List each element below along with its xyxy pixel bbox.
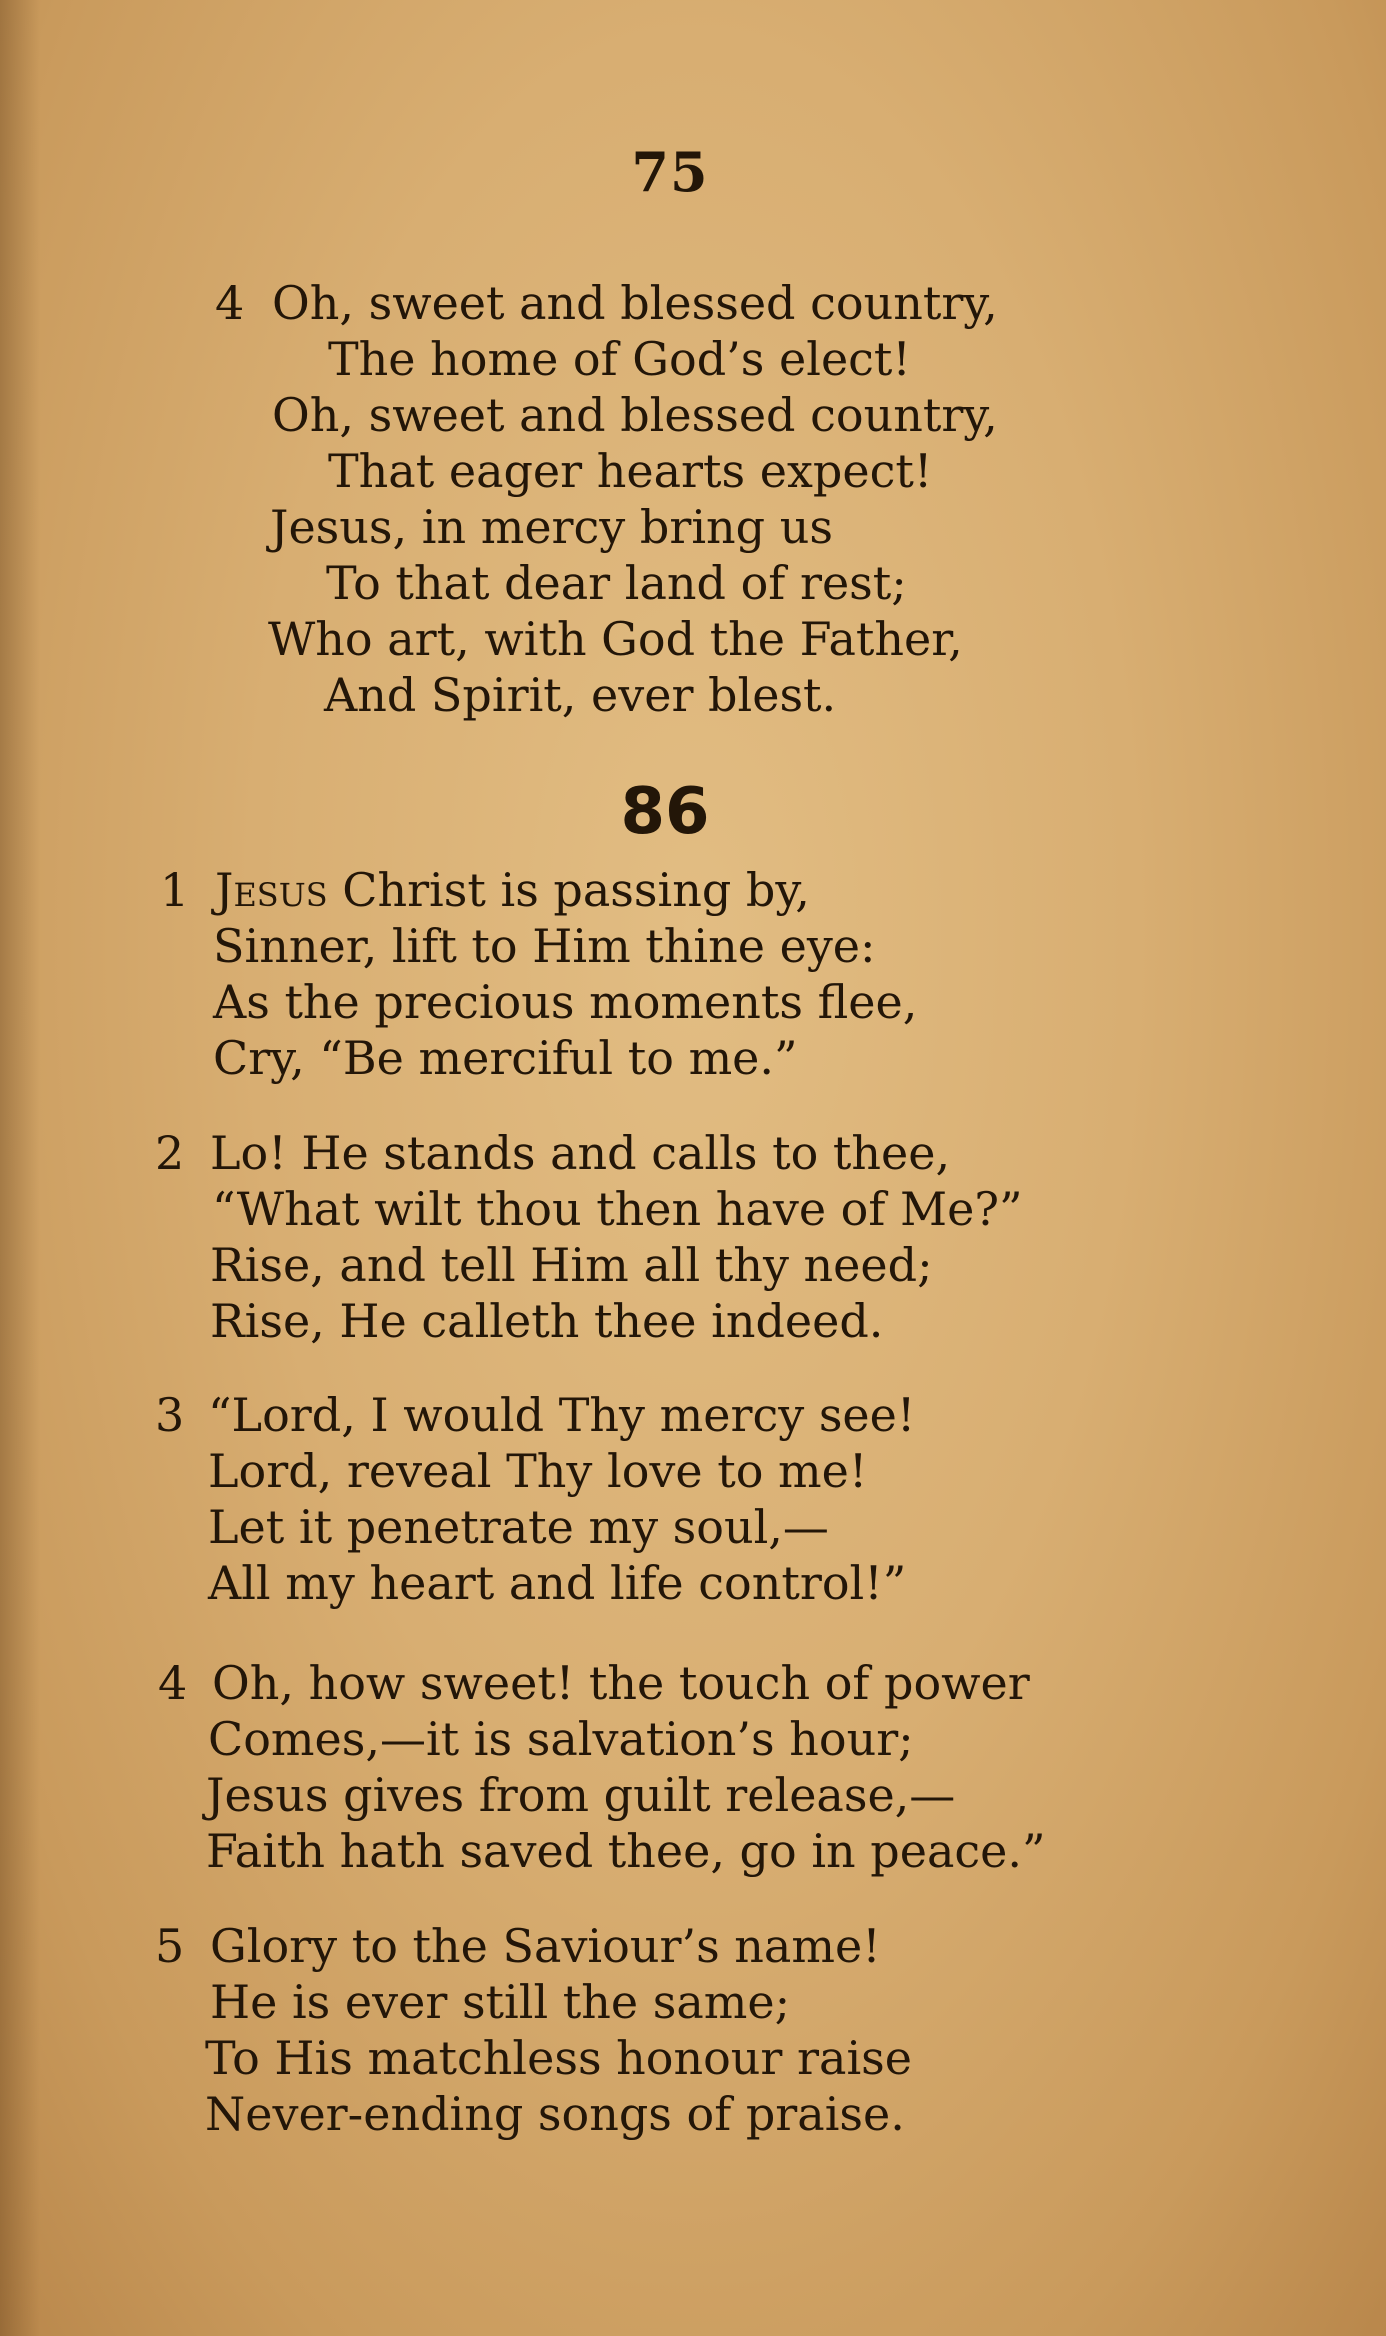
stanza-line: 5 Glory to the Saviour’s name!	[155, 1919, 881, 1973]
stanza-line: Jesus, in mercy bring us	[270, 500, 833, 554]
stanza-line: Comes,—it is salvation’s hour;	[208, 1712, 914, 1766]
stanza-number: 4	[215, 276, 245, 330]
stanza-line: 4 Oh, sweet and blessed country,	[215, 276, 998, 330]
hymn-number: 86	[620, 775, 710, 849]
first-word: Jesus	[215, 863, 328, 917]
stanza-line: Who art, with God the Father,	[268, 612, 963, 666]
stanza-line: Jesus gives from guilt release,—	[206, 1768, 956, 1822]
stanza-line: 3 “Lord, I would Thy mercy see!	[155, 1388, 916, 1442]
stanza-line: That eager hearts expect!	[328, 444, 933, 498]
stanza-line: “What wilt thou then have of Me?”	[212, 1182, 1023, 1236]
stanza-line: Sinner, lift to Him thine eye:	[213, 919, 876, 973]
stanza-line: Never-ending songs of praise.	[205, 2087, 905, 2141]
stanza-number: 3	[155, 1388, 185, 1442]
stanza-line: To that dear land of rest;	[326, 556, 907, 610]
stanza-line: Faith hath saved thee, go in peace.”	[206, 1824, 1046, 1878]
stanza-line: 4 Oh, how sweet! the touch of power	[158, 1656, 1030, 1710]
stanza-line: To His matchless honour raise	[205, 2031, 913, 2085]
hymn-stanza-4	[0, 1655, 1300, 1879]
stanza-line: Cry, “Be merciful to me.”	[213, 1031, 798, 1085]
hymn-stanza-2	[0, 1125, 1300, 1349]
hymn-stanza-3	[0, 1387, 1300, 1611]
stanza-line: Let it penetrate my soul,—	[208, 1500, 829, 1554]
stanza-line: He is ever still the same;	[210, 1975, 791, 2029]
hymn-stanza-5	[0, 1918, 1300, 2142]
hymn-stanza-1	[0, 862, 1300, 1086]
stanza-line: Lord, reveal Thy love to me!	[208, 1444, 868, 1498]
stanza-line: Oh, sweet and blessed country,	[272, 388, 998, 442]
stanza-line: Rise, He calleth thee indeed.	[210, 1294, 884, 1348]
stanza-line: Rise, and tell Him all thy need;	[210, 1238, 933, 1292]
stanza-number: 5	[155, 1919, 185, 1973]
continuation-stanza	[0, 275, 1300, 723]
stanza-number: 4	[158, 1656, 188, 1710]
stanza-line: And Spirit, ever blest.	[324, 668, 837, 722]
stanza-line: As the precious moments flee,	[213, 975, 918, 1029]
stanza-line: 1 Jesus Christ is passing by,	[160, 863, 810, 917]
page-number: 75	[631, 140, 709, 204]
stanza-number: 2	[155, 1126, 185, 1180]
stanza-line: 2 Lo! He stands and calls to thee,	[155, 1126, 951, 1180]
stanza-line: All my heart and life control!”	[208, 1556, 907, 1610]
stanza-number: 1	[160, 863, 190, 917]
stanza-line: The home of God’s elect!	[328, 332, 911, 386]
